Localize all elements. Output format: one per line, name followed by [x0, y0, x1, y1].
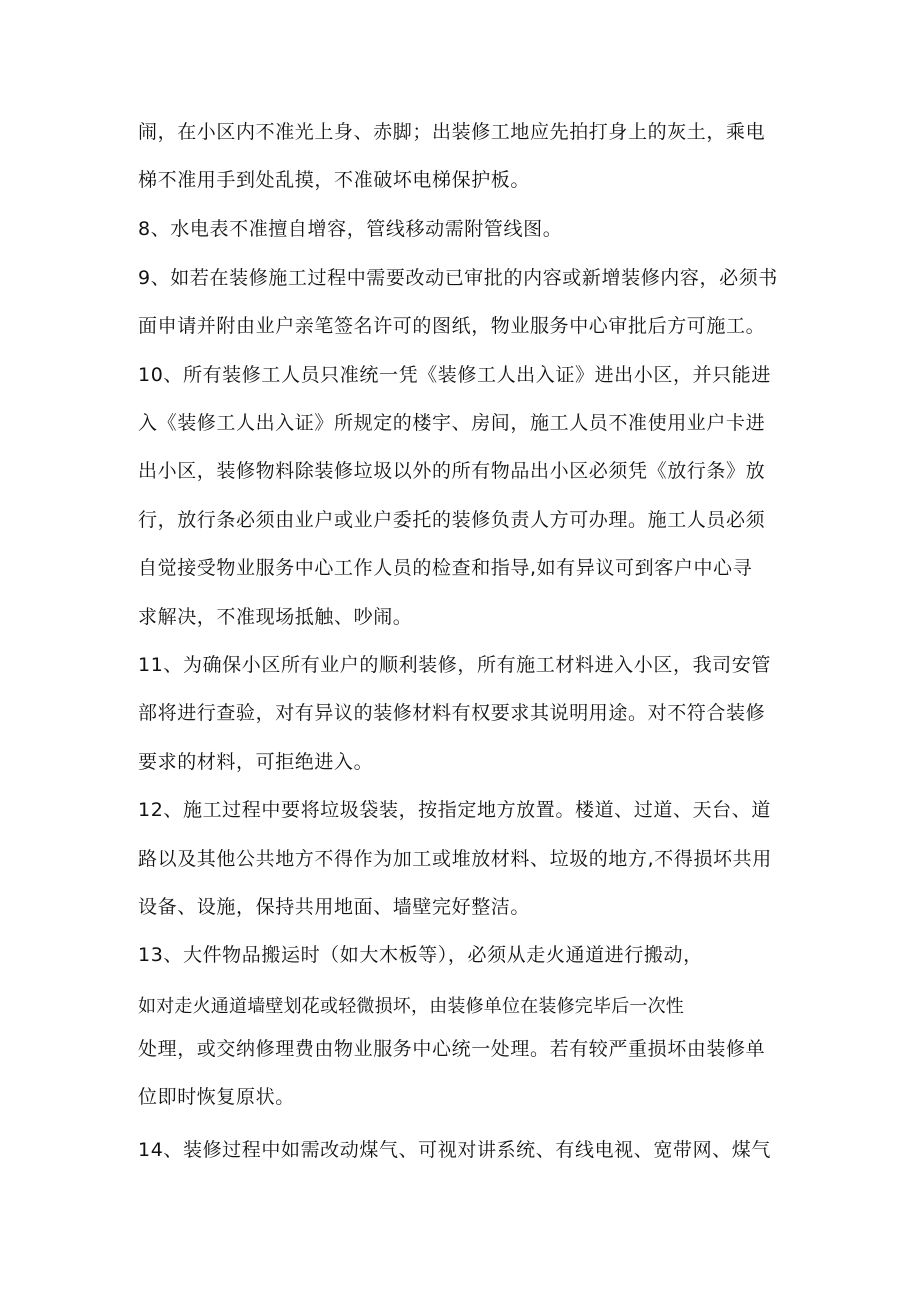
text-line: 处理，或交纳修理费由物业服务中心统一处理。若有较严重损坏由装修单	[138, 1038, 766, 1060]
text-line: 行，放行条必须由业户或业户委托的装修负责人方可办理。施工人员必须	[138, 509, 766, 531]
text-line: 自觉接受物业服务中心工作人员的检查和指导,如有异议可到客户中心寻	[138, 557, 753, 579]
text-line: 如对走火通道墙壁划花或轻微损坏，由装修单位在装修完毕后一次性	[138, 996, 684, 1017]
text-line: 梯不准用手到处乱摸，不准破坏电梯保护板。	[138, 169, 531, 191]
text-line: 路以及其他公共地方不得作为加工或堆放材料、垃圾的地方,不得损坏共用	[138, 848, 772, 870]
text-line: 面申请并附由业户亲笔签名许可的图纸，物业服务中心审批后方可施工。	[138, 315, 766, 337]
text-line: 9、如若在装修施工过程中需要改动已审批的内容或新增装修内容，必须书	[138, 267, 778, 289]
text-line: 求解决，不准现场抵触、吵闹。	[138, 606, 413, 628]
text-line: 位即时恢复原状。	[138, 1086, 295, 1108]
text-line: 8、水电表不准擅自增容，管线移动需附管线图。	[138, 218, 563, 240]
text-line: 设备、设施，保持共用地面、墙壁完好整洁。	[138, 896, 531, 918]
text-line: 部将进行查验，对有异议的装修材料有权要求其说明用途。对不符合装修	[138, 702, 766, 724]
text-line: 10、所有装修工人员只准统一凭《装修工人出入证》进出小区，并只能进	[138, 364, 771, 386]
text-line: 11、为确保小区所有业户的顺利装修，所有施工材料进入小区，我司安管	[138, 654, 771, 676]
text-line: 12、施工过程中要将垃圾袋装，按指定地方放置。楼道、过道、天台、道	[138, 799, 771, 821]
text-line: 要求的材料，可拒绝进入。	[138, 751, 374, 773]
text-line: 入《装修工人出入证》所规定的楼宇、房间，施工人员不准使用业户卡进	[138, 412, 766, 434]
text-line: 14、装修过程中如需改动煤气、可视对讲系统、有线电视、宽带网、煤气	[138, 1139, 771, 1161]
text-line: 出小区，装修物料除装修垃圾以外的所有物品出小区必须凭《放行条》放	[138, 460, 766, 482]
text-line: 13、大件物品搬运时（如大木板等），必须从走火通道进行搬动，	[138, 944, 703, 966]
text-line: 闹，在小区内不准光上身、赤脚；出装修工地应先拍打身上的灰土，乘电	[138, 121, 766, 143]
